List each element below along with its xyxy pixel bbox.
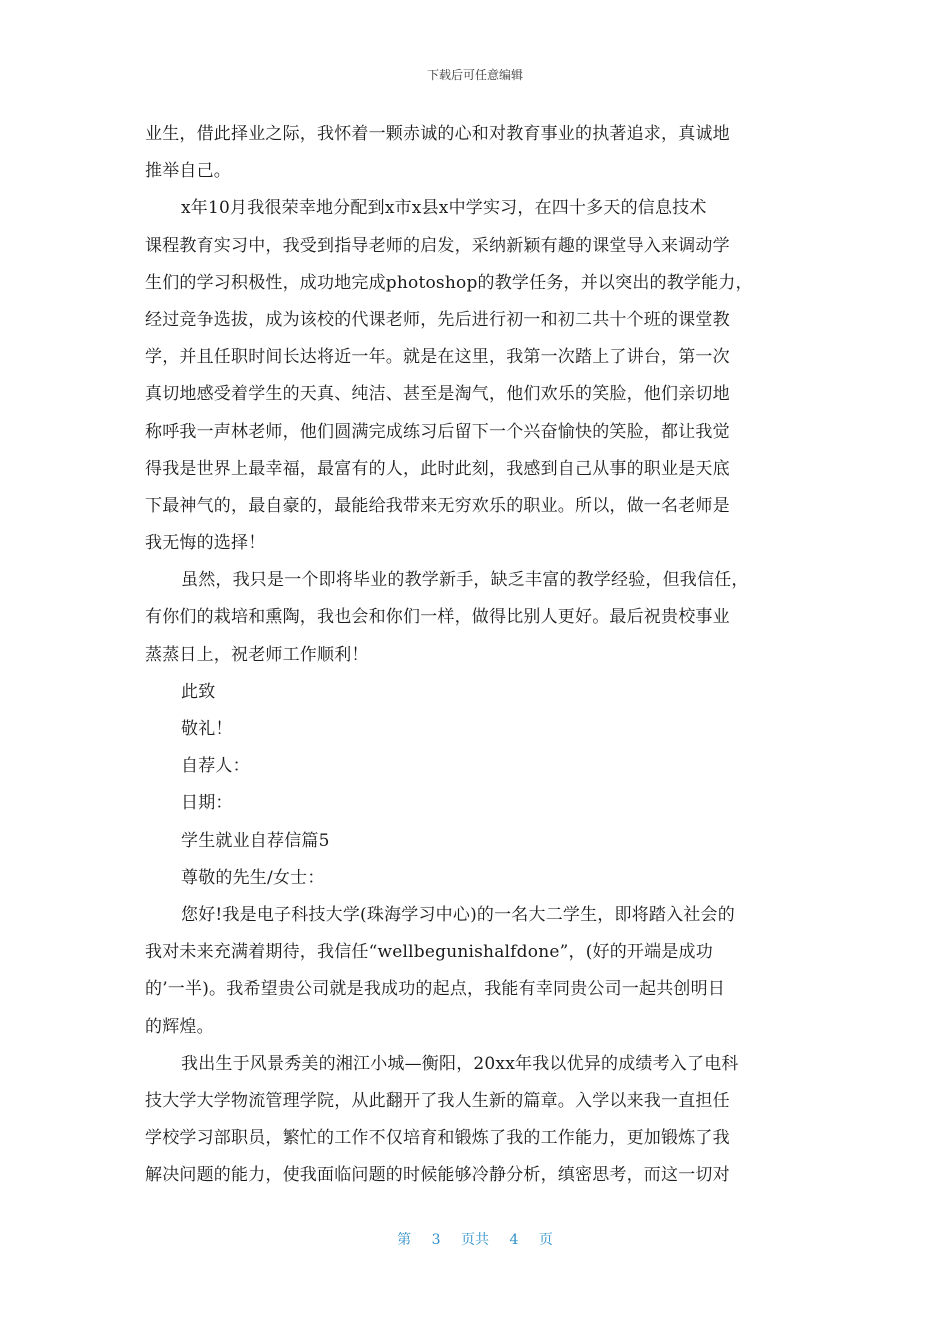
text-line: 技大学大学物流管理学院，从此翻开了我人生新的篇章。入学以来我一直担任 xyxy=(145,1090,730,1111)
text-line: 解决问题的能力，使我面临问题的时候能够冷静分析，缜密思考，而这一切对 xyxy=(145,1165,730,1186)
closing-salutation: 此致 xyxy=(181,681,216,702)
date-label: 日期： xyxy=(181,793,233,814)
text-line: 业生，借此择业之际，我怀着一颗赤诚的心和对教育事业的执著追求，真诚地 xyxy=(145,124,730,144)
text-line: 经过竞争选拔，成为该校的代课老师，先后进行初一和初二共十个班的课堂教 xyxy=(145,309,730,330)
text-line: 推举自己。 xyxy=(145,161,231,182)
footer-label-page: 第 xyxy=(397,1232,412,1248)
page-header-note: 下载后可任意编辑 xyxy=(426,68,523,82)
text-line: 我出生于风景秀美的湘江小城—衡阳，20xx年我以优异的成绩考入了电科 xyxy=(181,1053,739,1074)
page-footer xyxy=(0,1229,950,1249)
signature-label: 自荐人： xyxy=(181,756,250,777)
text-line: 您好!我是电子科技大学(珠海学习中心)的一名大二学生，即将踏入社会的 xyxy=(181,904,735,925)
text-line: 我无悔的选择！ xyxy=(145,533,266,554)
section-title: 学生就业自荐信篇5 xyxy=(181,830,330,851)
greeting: 尊敬的先生/女士： xyxy=(181,867,325,888)
closing-regards: 敬礼！ xyxy=(181,719,233,739)
footer-label-end: 页 xyxy=(538,1232,553,1248)
text-line: x年10月我很荣幸地分配到x市x县x中学实习，在四十多天的信息技术 xyxy=(181,198,707,219)
text-line: 生们的学习积极性，成功地完成photoshop的教学任务，并以突出的教学能力， xyxy=(145,272,753,293)
text-line: 虽然，我只是一个即将毕业的教学新手，缺乏丰富的教学经验，但我信任， xyxy=(181,570,749,591)
text-line: 真切地感受着学生的天真、纯洁、甚至是淘气，他们欢乐的笑脸，他们亲切地 xyxy=(145,384,730,405)
text-line: 我对未来充满着期待，我信任“wellbegunishalfdone”，(好的开端是成功 xyxy=(145,942,713,963)
text-line: 蒸蒸日上，祝老师工作顺利！ xyxy=(145,644,369,665)
footer-current-page: 3 xyxy=(431,1232,441,1248)
text-line: 的’一半)。我希望贵公司就是我成功的起点，我能有幸同贵公司一起共创明日 xyxy=(145,979,726,1000)
text-line: 有你们的栽培和熏陶，我也会和你们一样，做得比别人更好。最后祝贵校事业 xyxy=(145,607,730,628)
text-line: 学，并且任职时间长达将近一年。就是在这里，我第一次踏上了讲台，第一次 xyxy=(145,347,730,368)
text-line: 下最神气的，最自豪的，最能给我带来无穷欢乐的职业。所以，做一名老师是 xyxy=(145,495,730,516)
text-line: 称呼我一声林老师，他们圆满完成练习后留下一个兴奋愉快的笑脸，都让我觉 xyxy=(145,421,730,442)
text-line: 学校学习部职员，繁忙的工作不仅培育和锻炼了我的工作能力，更加锻炼了我 xyxy=(145,1128,730,1149)
footer-label-of: 页共 xyxy=(461,1232,489,1248)
document-body xyxy=(145,116,805,1194)
text-line: 的辉煌。 xyxy=(145,1016,214,1037)
text-line: 得我是世界上最幸福，最富有的人，此时此刻，我感到自己从事的职业是天底 xyxy=(145,458,730,479)
footer-total-pages: 4 xyxy=(509,1232,519,1248)
text-line: 课程教育实习中，我受到指导老师的启发，采纳新颖有趣的课堂导入来调动学 xyxy=(145,235,730,256)
